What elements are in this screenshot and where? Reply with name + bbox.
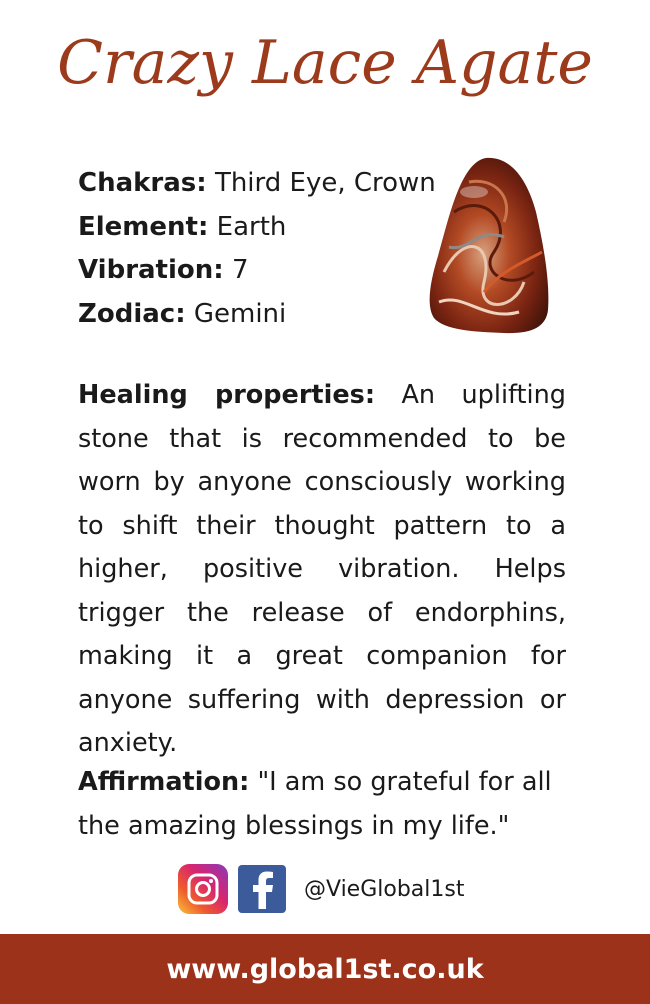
healing-label: Healing properties: — [78, 380, 376, 410]
social-bar — [178, 864, 464, 914]
vibration-label: Vibration: — [78, 255, 224, 285]
affirmation-line2: the amazing blessings in my life." — [78, 810, 510, 841]
zodiac-label: Zodiac: — [78, 298, 186, 329]
chakras-label: Chakras: — [78, 168, 207, 198]
website-link[interactable]: www.global1st.co.uk — [166, 953, 484, 985]
stone-image — [424, 152, 554, 337]
instagram-icon[interactable] — [178, 864, 228, 914]
footer-bar — [0, 934, 650, 1004]
element-label: Element: — [78, 211, 209, 242]
card-title: Crazy Lace Agate — [57, 28, 593, 98]
healing-paragraph — [78, 374, 566, 766]
stone-facts — [78, 162, 436, 336]
vibration-row — [78, 249, 436, 293]
vibration-value: 7 — [231, 255, 249, 285]
affirmation — [78, 761, 558, 848]
zodiac-row — [78, 293, 436, 337]
chakras-value: Third Eye, Crown — [214, 168, 436, 198]
chakras-row — [78, 162, 436, 206]
zodiac-value: Gemini — [193, 298, 287, 329]
element-row — [78, 206, 436, 250]
social-handle[interactable]: @VieGlobal1st — [304, 876, 465, 902]
element-value: Earth — [216, 211, 287, 242]
affirmation-line1: "I am so grateful for all — [257, 767, 552, 797]
facebook-icon[interactable] — [238, 865, 286, 913]
healing-text: An uplifting stone that is recommended to be worn by anyone consciously working to shift their thought pattern to a higher, positive vibration. Helps trigger the release of endorphins, making it a great companion for anyone suffering with depression or anxiety. — [78, 380, 566, 758]
affirmation-label: Affirmation: — [78, 767, 250, 797]
